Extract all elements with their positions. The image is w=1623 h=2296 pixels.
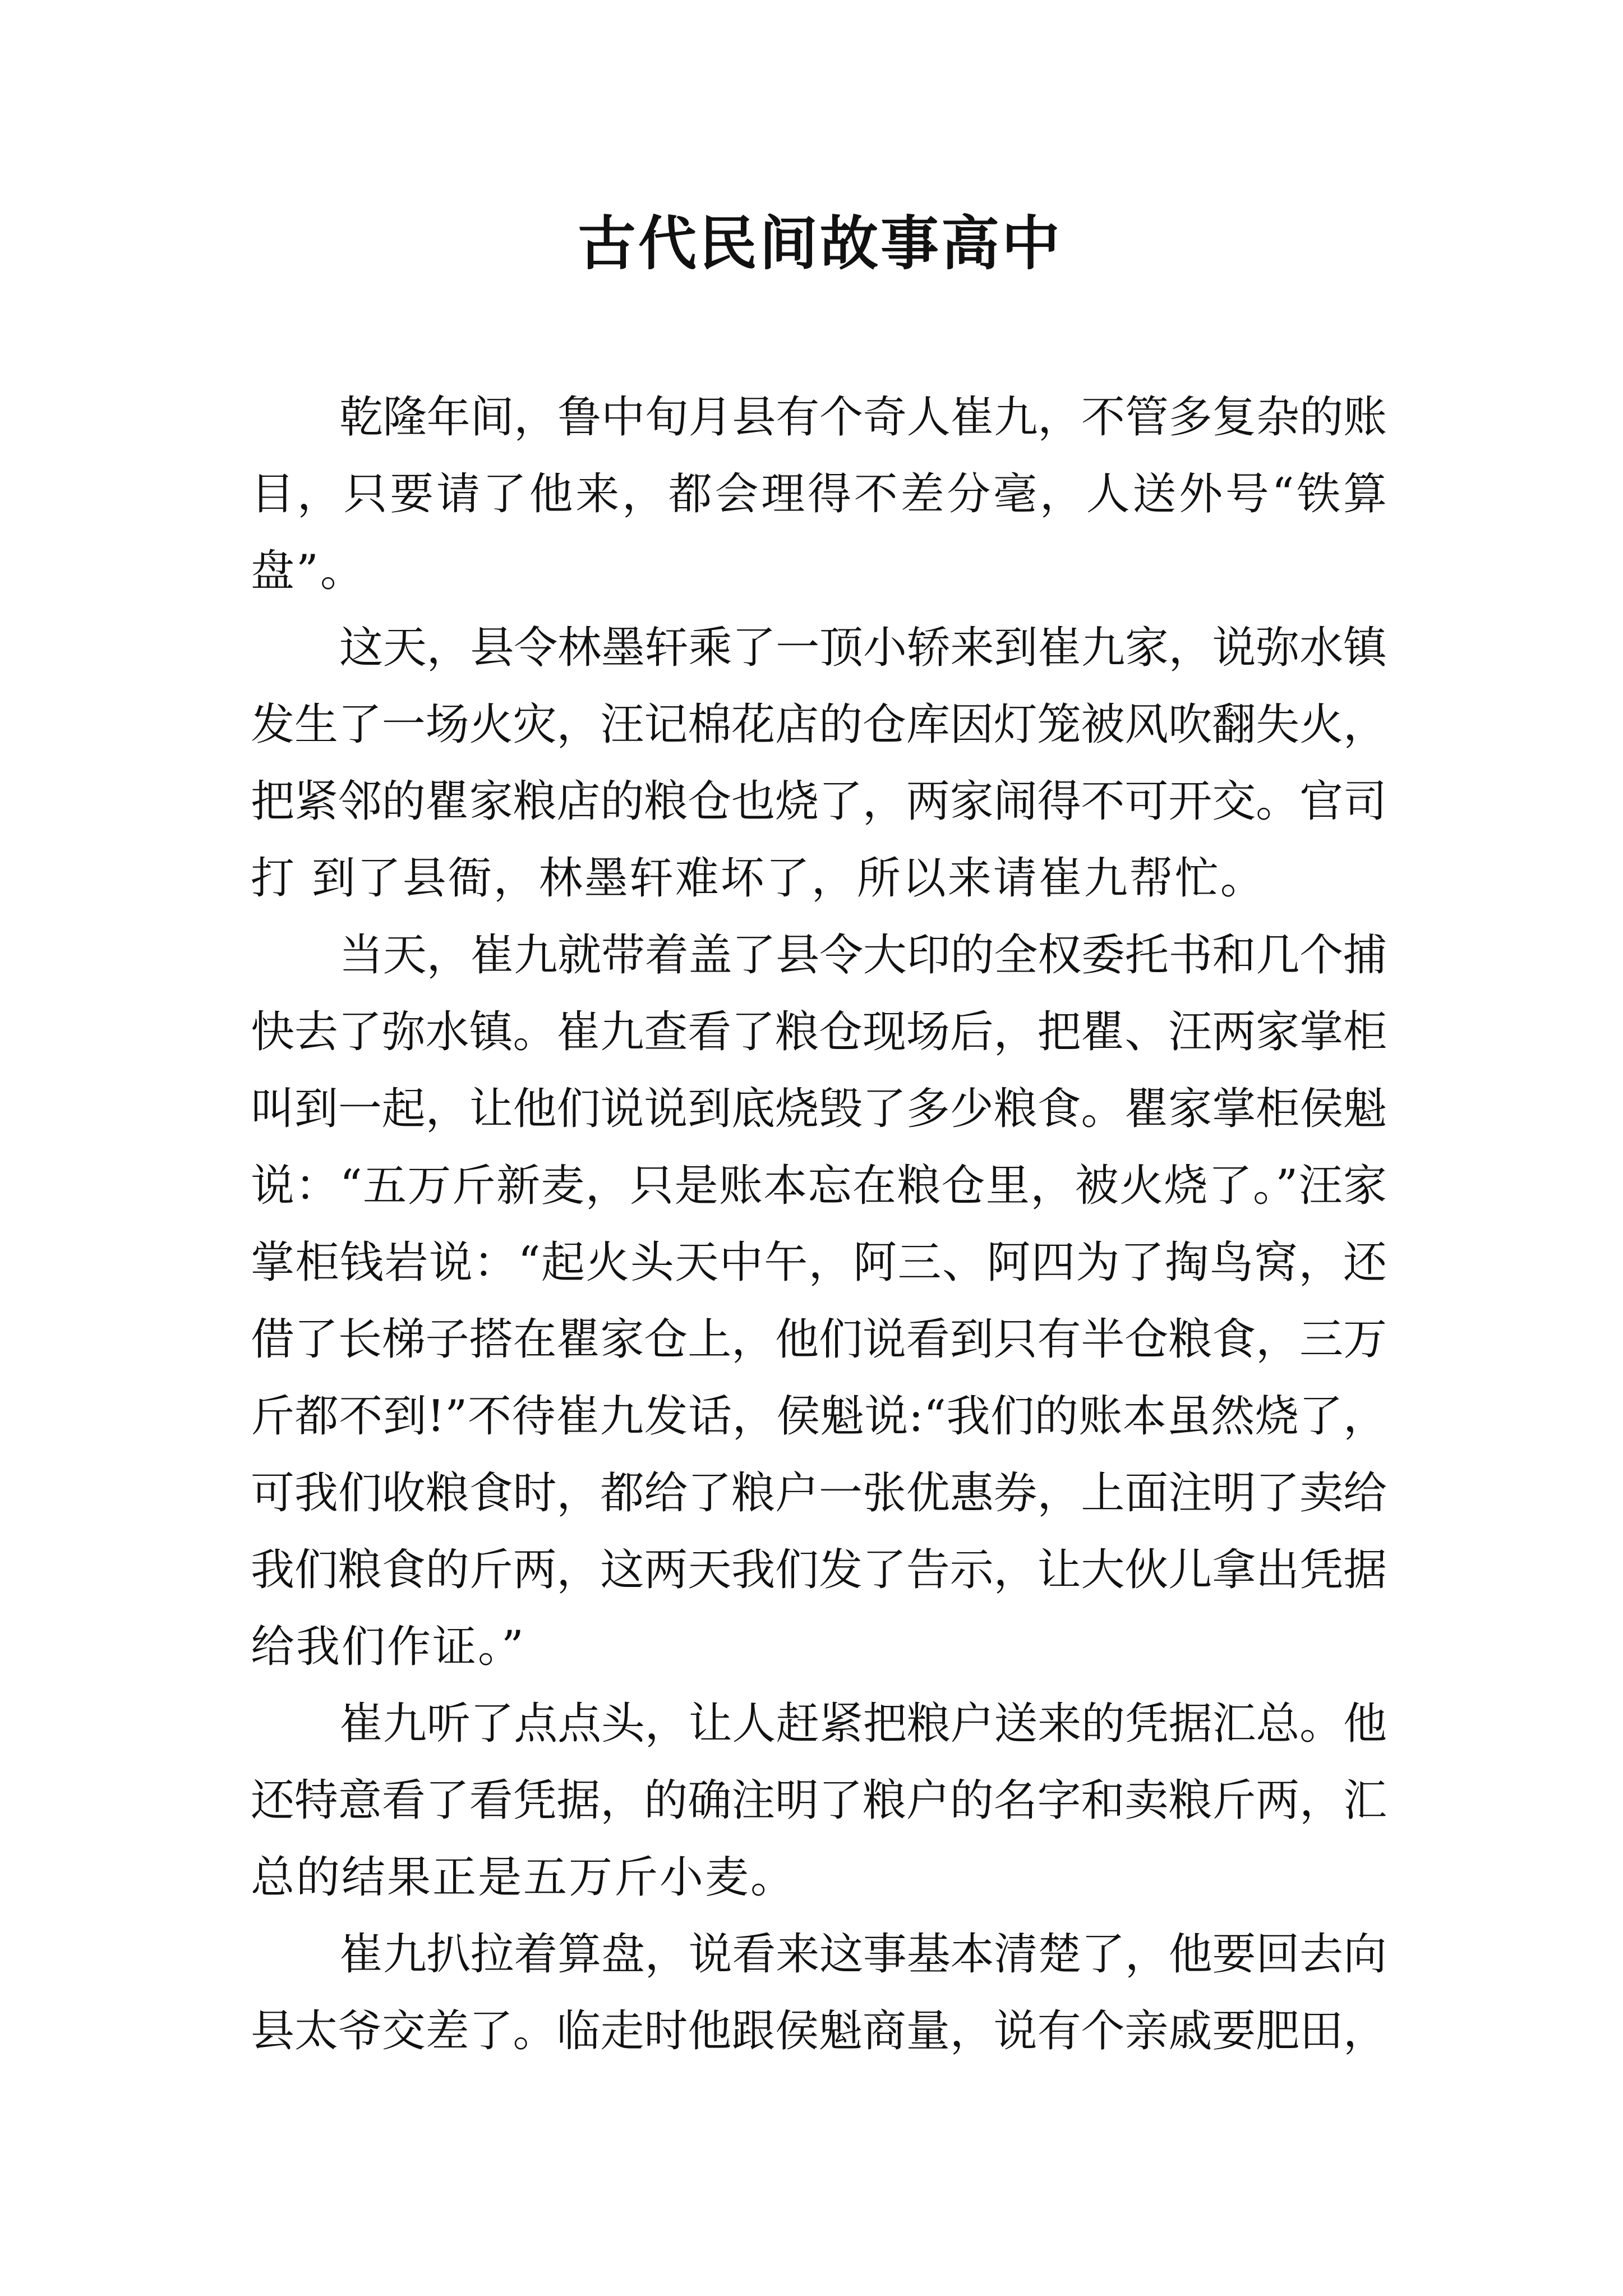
line-text: 斤都不到!”不待崔九发话，侯魁说:“我们的账本虽然烧了，: [251, 1391, 1387, 1442]
paragraph-line: [251, 917, 1387, 994]
line-text: 打 到了县衙，林墨轩难坏了，所以来请崔九帮忙。: [251, 853, 1266, 904]
line-text: 崔九扒拉着算盘，说看来这事基本清楚了，他要回去向: [339, 1929, 1387, 1980]
line-text: 县太爷交差了。临走时他跟侯魁商量，说有个亲戚要肥田，: [251, 2006, 1387, 2056]
line-text: 乾隆年间，鲁中旬月县有个奇人崔九，不管多复杂的账: [339, 392, 1387, 443]
line-text: 说：“五万斤新麦，只是账本忘在粮仓里，被火烧了。”汪家: [251, 1161, 1388, 1211]
line-text: 目，只要请了他来，都会理得不差分毫，人送外号“铁算: [251, 469, 1390, 519]
line-text: 这天，县令林墨轩乘了一顶小轿来到崔九家，说弥水镇: [339, 623, 1387, 673]
paragraph-line: [251, 1993, 1387, 2070]
line-text: 总的结果正是五万斤小麦。: [251, 1852, 796, 1903]
paragraph-line: [251, 1225, 1387, 1301]
line-text: 当天，崔九就带着盖了县令大印的全权委托书和几个捕: [339, 930, 1387, 981]
paragraph-line: [251, 610, 1387, 687]
paragraph-line: [251, 763, 1387, 840]
line-text: 还特意看了看凭据，的确注明了粮户的名字和卖粮斤两，汇: [251, 1775, 1387, 1826]
paragraph-line: [251, 1455, 1387, 1532]
paragraph: [251, 917, 1387, 1686]
paragraph-line: [251, 840, 1387, 917]
paragraph-line: [251, 687, 1387, 763]
paragraph-line: [251, 1148, 1387, 1225]
paragraph-line: [251, 994, 1387, 1071]
paragraph-line: [251, 379, 1387, 456]
paragraph-line: [251, 1378, 1387, 1455]
line-text: 借了长梯子搭在瞿家仓上，他们说看到只有半仓粮食，三万: [251, 1314, 1387, 1365]
document-body: [251, 379, 1390, 2070]
paragraph-line: [251, 1763, 1387, 1839]
paragraph: [251, 379, 1390, 610]
line-text: 发生了一场火灾，汪记棉花店的仓库因灯笼被风吹翻失火，: [251, 700, 1387, 750]
paragraph-line: [251, 533, 1387, 610]
paragraph-line: [251, 1686, 1387, 1763]
paragraph: [251, 610, 1387, 917]
paragraph-line: [251, 1532, 1387, 1609]
line-text: 掌柜钱岩说：“起火头天中午，阿三、阿四为了掏鸟窝，还: [251, 1237, 1388, 1288]
line-text: 我们粮食的斤两，这两天我们发了告示，让大伙儿拿出凭据: [251, 1545, 1387, 1595]
paragraph-line: [251, 1839, 1387, 1916]
paragraph-line: [251, 456, 1390, 533]
paragraph-line: [251, 1916, 1387, 1993]
paragraph-line: [251, 1301, 1387, 1378]
paragraph: [251, 1916, 1387, 2070]
page-title: 古代民间故事高中: [577, 209, 1062, 278]
paragraph-line: [251, 1071, 1387, 1148]
paragraph-line: [251, 1609, 1387, 1686]
line-text: 把紧邻的瞿家粮店的粮仓也烧了，两家闹得不可开交。官司: [251, 776, 1387, 827]
paragraph: [251, 1686, 1387, 1916]
line-text: 叫到一起，让他们说说到底烧毁了多少粮食。瞿家掌柜侯魁: [251, 1084, 1387, 1134]
line-text: 给我们作证。”: [251, 1622, 525, 1672]
line-text: 盘”。: [251, 546, 366, 596]
line-text: 可我们收粮食时，都给了粮户一张优惠券，上面注明了卖给: [251, 1468, 1387, 1519]
line-text: 崔九听了点点头，让人赶紧把粮户送来的凭据汇总。他: [339, 1699, 1387, 1749]
line-text: 快去了弥水镇。崔九查看了粮仓现场后，把瞿、汪两家掌柜: [251, 1007, 1387, 1057]
